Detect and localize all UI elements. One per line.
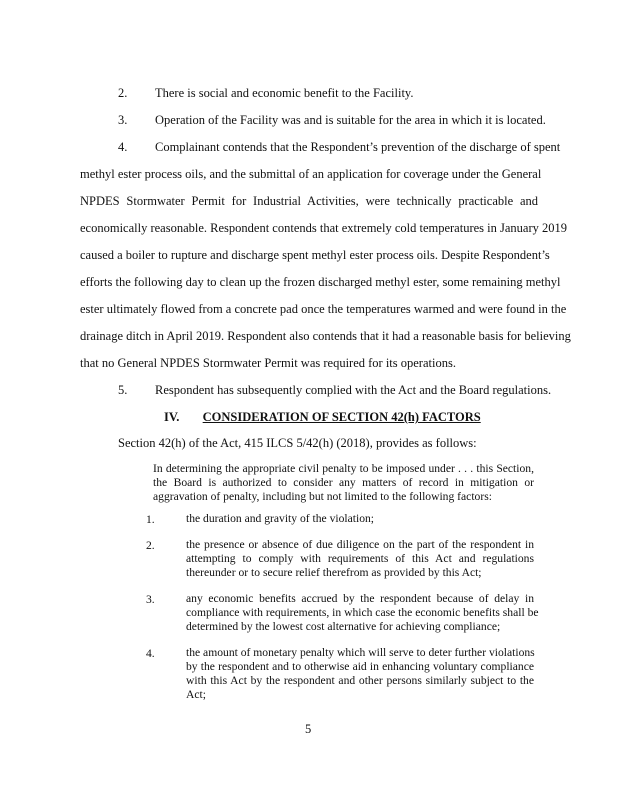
- item-text-line: NPDES Stormwater Permit for Industrial Activities, were technically practicable and: [80, 194, 538, 208]
- item-number: 4.: [118, 140, 128, 154]
- item-text: There is social and economic benefit to the Facility.: [155, 86, 414, 100]
- factor-text-line: attempting to comply with requirements of this Act and regulations: [186, 552, 534, 565]
- item-text-line: Complainant contends that the Respondent’s prevention of the discharge of spent: [155, 140, 561, 154]
- factor-text-line: Act;: [186, 688, 206, 701]
- item-text-line: efforts the following day to clean up the frozen discharged methyl ester, some remaining methyl: [80, 275, 561, 289]
- factor-text-line: the amount of monetary penalty which will serve to deter further violations: [186, 646, 535, 659]
- page-number: 5: [305, 722, 312, 736]
- quote-line: aggravation of penalty, including but not limited to the following factors:: [153, 490, 492, 503]
- quote-line: the Board is authorized to consider any matters of record in mitigation or: [153, 476, 534, 489]
- factor-number: 4.: [146, 647, 155, 660]
- factor-number: 2.: [146, 539, 155, 552]
- intro-paragraph: Section 42(h) of the Act, 415 ILCS 5/42(h) (2018), provides as follows:: [118, 436, 477, 450]
- item-number: 3.: [118, 113, 128, 127]
- item-text-line: caused a boiler to rupture and discharge spent methyl ester process oils. Despite Respondent’s: [80, 248, 550, 262]
- item-text-line: economically reasonable. Respondent contends that extremely cold temperatures in January 2019: [80, 221, 567, 235]
- item-number: 2.: [118, 86, 128, 100]
- item-text-line: that no General NPDES Stormwater Permit was required for its operations.: [80, 356, 456, 370]
- item-text-line: methyl ester process oils, and the submittal of an application for coverage under the General: [80, 167, 542, 181]
- factor-text-line: by the respondent and to otherwise aid in enhancing voluntary compliance: [186, 660, 534, 673]
- factor-text-line: with this Act by the respondent and other persons similarly subject to the: [186, 674, 534, 687]
- factor-text-line: thereunder or to secure relief therefrom as provided by this Act;: [186, 566, 482, 579]
- item-text-line: drainage ditch in April 2019. Respondent also contends that it had a reasonable basis for believing: [80, 329, 571, 343]
- factor-text-line: determined by the lowest cost alternative for achieving compliance;: [186, 620, 501, 633]
- factor-text-line: the duration and gravity of the violation;: [186, 512, 375, 525]
- factor-text-line: any economic benefits accrued by the respondent because of delay in: [186, 592, 534, 605]
- factor-text-line: the presence or absence of due diligence on the part of the respondent in: [186, 538, 534, 551]
- section-title: CONSIDERATION OF SECTION 42(h) FACTORS: [202, 410, 481, 424]
- factor-text-line: compliance with requirements, in which case the economic benefits shall be: [186, 606, 539, 619]
- section-heading: [164, 410, 481, 425]
- section-number: IV.: [164, 410, 180, 424]
- factor-number: 3.: [146, 593, 155, 606]
- item-number: 5.: [118, 383, 128, 397]
- factor-number: 1.: [146, 513, 155, 526]
- item-text: Operation of the Facility was and is suitable for the area in which it is located.: [155, 113, 546, 127]
- item-text: Respondent has subsequently complied with the Act and the Board regulations.: [155, 383, 552, 397]
- item-text-line: ester ultimately flowed from a concrete pad once the temperatures warmed and were found in the: [80, 302, 567, 316]
- quote-line: In determining the appropriate civil penalty to be imposed under . . . this Section,: [153, 462, 534, 475]
